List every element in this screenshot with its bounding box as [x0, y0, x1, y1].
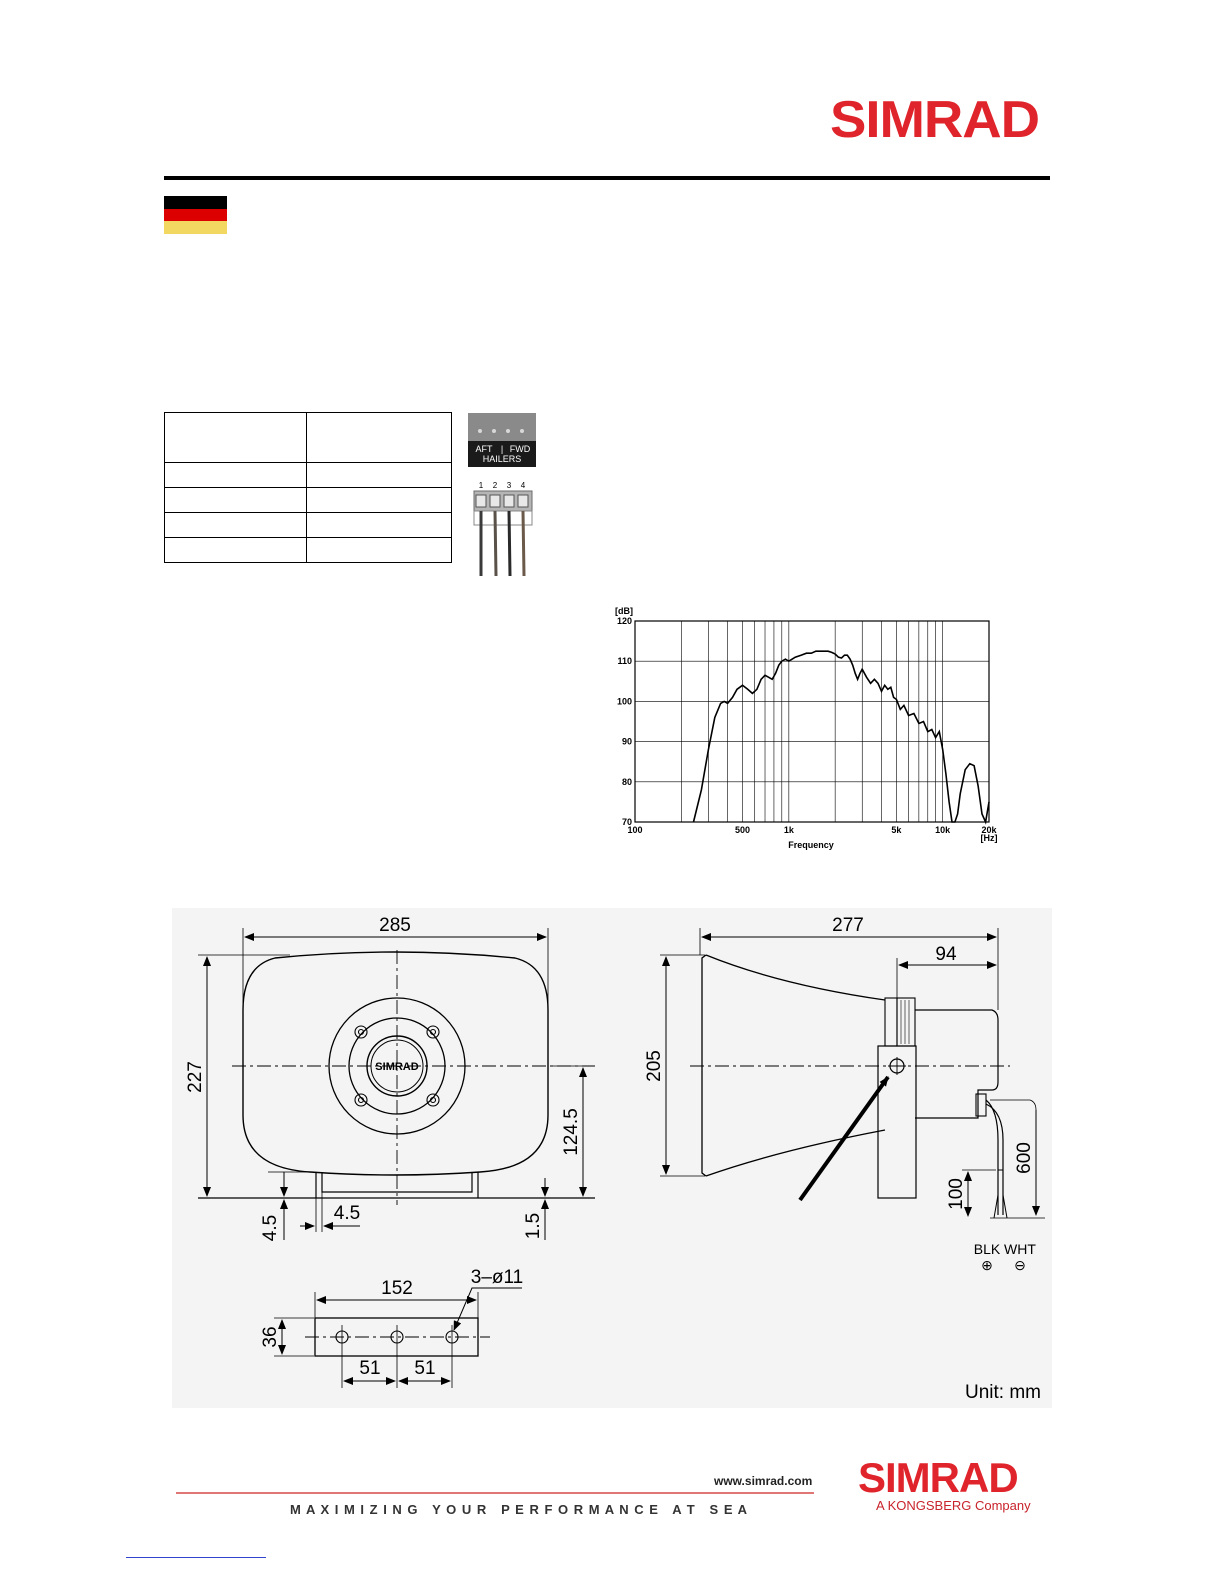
dim-foot-offset: 4.5	[260, 1214, 281, 1242]
y-tick-label: 80	[621, 776, 632, 787]
unit-label: Unit: mm	[965, 1382, 1041, 1403]
table-cell	[307, 538, 452, 563]
x-tick-label: 5k	[891, 825, 902, 835]
dim-side-height: 205	[644, 1050, 665, 1082]
y-tick-label: 120	[616, 616, 632, 626]
table-cell	[307, 488, 452, 513]
dim-bracket-spacing: 152	[381, 1278, 413, 1299]
hailer-connector-image	[466, 411, 538, 579]
y-tick-label: 70	[621, 817, 632, 827]
chart-x-unit: [Hz]	[980, 833, 998, 843]
wire-blk-label: BLK	[973, 1241, 1001, 1257]
dim-front-height: 227	[185, 1061, 206, 1093]
x-tick-label: 1k	[783, 825, 794, 835]
wire-plus-symbol: ⊕	[981, 1257, 993, 1273]
table-cell	[307, 513, 452, 538]
bracket-view	[274, 1288, 522, 1388]
dim-bracket-depth: 36	[260, 1326, 281, 1348]
footer-logo: SIMRAD	[858, 1454, 1018, 1501]
x-tick-label: 500	[735, 825, 751, 835]
header-logo: SIMRAD	[830, 91, 1040, 149]
dim-wire-end: 100	[946, 1178, 967, 1210]
table-cell	[165, 463, 307, 488]
connector-aft-label: AFT	[475, 444, 493, 454]
y-tick-label: 110	[617, 656, 632, 667]
dim-foot-gap: 4.5	[333, 1203, 361, 1224]
y-tick-label: 90	[621, 736, 632, 747]
table-cell	[307, 463, 452, 488]
table-cell	[165, 538, 307, 563]
header-rule	[164, 176, 1050, 180]
connector-fwd-label: FWD	[509, 444, 531, 454]
front-badge: SIMRAD	[375, 1061, 419, 1073]
chart-ylabel: [dB]	[615, 606, 633, 616]
wiring-table	[164, 412, 452, 563]
table-cell	[165, 488, 307, 513]
dim-foot-right: 1.5	[523, 1212, 544, 1240]
wire-minus-symbol: ⊖	[1014, 1257, 1026, 1273]
x-tick-label: 100	[627, 825, 643, 835]
dim-cable-length: 600	[1014, 1142, 1035, 1174]
wire-wht-label: WHT	[1004, 1241, 1036, 1257]
chart-xlabel: Frequency	[788, 840, 834, 850]
side-view	[660, 928, 1045, 1218]
bottom-link-underline	[126, 1557, 266, 1558]
svg-text:|: |	[500, 444, 504, 454]
footer-url: www.simrad.com	[714, 1474, 813, 1488]
frequency-response-chart	[600, 600, 1010, 855]
dim-bracket-pitch-right: 51	[414, 1358, 436, 1379]
series-line	[694, 651, 990, 822]
connector-pin-label: 1	[478, 481, 484, 490]
dimension-drawing	[160, 900, 1060, 1410]
dim-bracket-pitch-left: 51	[359, 1358, 381, 1379]
connector-pin-label: 2	[492, 481, 498, 490]
connector-pin-label: 3	[506, 481, 512, 490]
connector-pin-label: 4	[520, 481, 526, 490]
german-flag	[164, 196, 227, 234]
table-cell	[307, 413, 452, 463]
dim-bracket-holes: 3–ø11	[470, 1267, 524, 1288]
footer-slogan: M A X I M I Z I N G Y O U R P E R F O R M A N C E A T S E A	[290, 1502, 749, 1517]
dim-front-width: 285	[379, 915, 411, 936]
dim-front-center-height: 124.5	[561, 1108, 582, 1156]
footer-rule	[176, 1492, 814, 1494]
dim-side-length: 277	[832, 915, 864, 936]
x-tick-label: 20k	[981, 825, 997, 835]
dim-side-driver: 94	[935, 944, 957, 965]
y-tick-label: 100	[616, 696, 632, 707]
front-view	[198, 928, 595, 1240]
table-cell	[165, 513, 307, 538]
x-tick-label: 10k	[935, 825, 951, 835]
table-cell	[165, 413, 307, 463]
connector-hailers-label: HAILERS	[482, 454, 522, 464]
footer-company: A KONGSBERG Company	[876, 1498, 1031, 1513]
